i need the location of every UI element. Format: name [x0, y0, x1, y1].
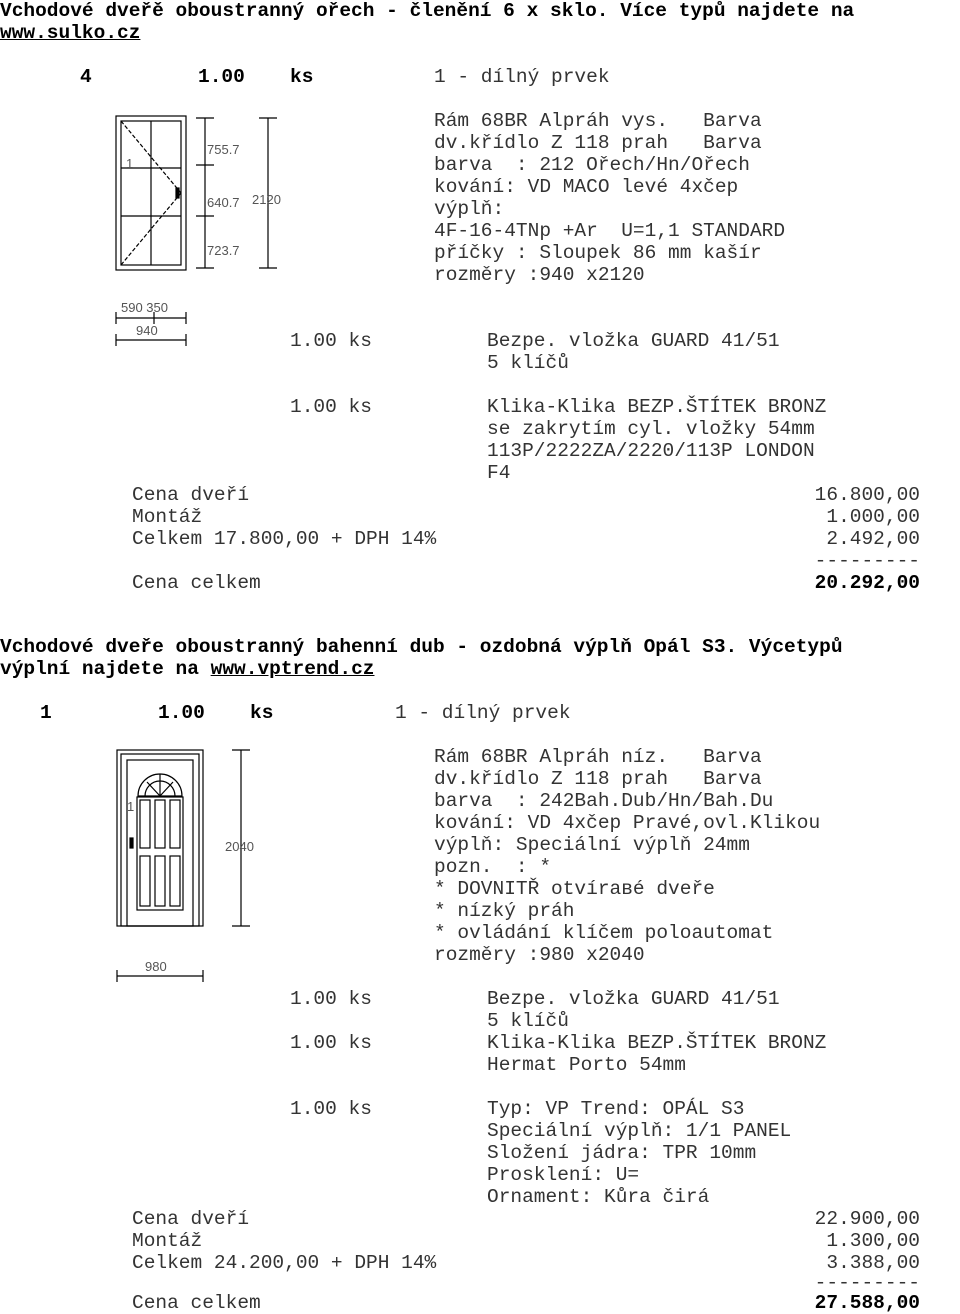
section1-heading: Vchodové dveřě oboustranný ořech - členění 6 x sklo. Více typů najdete na	[0, 0, 855, 22]
spec-line: rozměry :980 x2040	[434, 944, 645, 966]
accessory-line: Typ: VP Trend: OPÁL S3	[487, 1098, 745, 1120]
spec-line: dv.křídlo Z 118 prah Barva	[434, 768, 762, 790]
spec-line: * nízký práh	[434, 900, 575, 922]
spec-line: rozměry :940 x2120	[434, 264, 645, 286]
vptrend-link[interactable]: www.vptrend.cz	[210, 658, 375, 680]
accessory-line: Prosklení: U=	[487, 1164, 640, 1186]
spec-line: výplň:	[434, 198, 505, 220]
spec-line: výplň: Speciální výplň 24mm	[434, 834, 750, 856]
spec-line: dv.křídlo Z 118 prah Barva	[434, 132, 762, 154]
item-unit: ks	[290, 66, 314, 88]
total-label: Celkem 24.200,00 + DPH 14%	[132, 1252, 437, 1274]
dimension-label: 723.7	[207, 243, 240, 258]
dimension-label: 640.7	[207, 195, 240, 210]
mount-value: 1.300,00	[826, 1230, 920, 1252]
accessory-line: 113P/2222ZA/2220/113P LONDON	[487, 440, 815, 462]
mount-value: 1.000,00	[826, 506, 920, 528]
leaf-label: 1	[126, 156, 134, 171]
grand-total-label: Cena celkem	[132, 572, 261, 594]
accessory-qty: 1.00 ks	[290, 988, 372, 1010]
spec-line: pozn. : *	[434, 856, 552, 878]
accessory-line: Ornament: Kůra čirá	[487, 1186, 710, 1208]
height-dimension: 2120	[252, 192, 281, 207]
item-part: 1 - dílný prvek	[434, 66, 610, 88]
accessory-line: 5 klíčů	[487, 1010, 569, 1032]
item-unit: ks	[250, 702, 274, 724]
spec-line: barva : 242Bah.Dub/Hn/Bah.Du	[434, 790, 774, 812]
door-price-label: Cena dveří	[132, 1208, 250, 1230]
spec-line: Rám 68BR Alpráh níz. Barva	[434, 746, 762, 768]
accessory-line: Speciální výplň: 1/1 PANEL	[487, 1120, 792, 1142]
accessory-line: Klika-Klika BEZP.ŠTÍTEK BRONZ	[487, 1032, 827, 1054]
grand-total-value: 27.588,00	[814, 1292, 920, 1314]
accessory-qty: 1.00 ks	[290, 1098, 372, 1120]
accessory-qty: 1.00 ks	[290, 330, 372, 352]
section2-heading-line2	[0, 658, 374, 680]
spec-line: kování: VD 4xčep Pravé,ovl.Klikou	[434, 812, 821, 834]
spec-line: * DOVNITŘ otvírавé dveře	[434, 878, 715, 900]
accessory-line: se zakrytím cyl. vložky 54mm	[487, 418, 815, 440]
spec-line: Rám 68BR Alpráh vys. Barva	[434, 110, 762, 132]
door-price-label: Cena dveří	[132, 484, 250, 506]
item-number: 1	[40, 702, 52, 724]
spec-line: barva : 212 Ořech/Hn/Ořech	[434, 154, 750, 176]
section2-heading: Vchodové dveře oboustranný bahenní dub - ozdobná výplň Opál S3. Výcetypů	[0, 636, 843, 658]
dimension-label: 755.7	[207, 142, 240, 157]
accessory-line: Klika-Klika BEZP.ŠTÍTEK BRONZ	[487, 396, 827, 418]
door-price-value: 22.900,00	[814, 1208, 920, 1230]
accessory-qty: 1.00 ks	[290, 396, 372, 418]
mount-label: Montáž	[132, 1230, 203, 1252]
separator: ---------	[814, 550, 920, 572]
section2-heading-text: výplní najdete na	[0, 658, 211, 680]
accessory-line: Bezpe. vložka GUARD 41/51	[487, 330, 780, 352]
width-total: 940	[136, 323, 158, 338]
accessory-line: Bezpe. vložka GUARD 41/51	[487, 988, 780, 1010]
accessory-line: F4	[487, 462, 511, 484]
accessory-line: Složení jádra: TPR 10mm	[487, 1142, 757, 1164]
spec-line: kování: VD MACO levé 4xčep	[434, 176, 739, 198]
total-label: Celkem 17.800,00 + DPH 14%	[132, 528, 437, 550]
spec-line: příčky : Sloupek 86 mm kašír	[434, 242, 762, 264]
accessory-line: Hermat Porto 54mm	[487, 1054, 686, 1076]
accessory-line: 5 klíčů	[487, 352, 569, 374]
leaf-label: 1	[127, 799, 135, 814]
vat-value: 3.388,00	[826, 1252, 920, 1274]
width-dimensions: 590 350	[121, 300, 168, 315]
grand-total-value: 20.292,00	[814, 572, 920, 594]
mount-label: Montáž	[132, 506, 203, 528]
sulko-link[interactable]: www.sulko.cz	[0, 22, 141, 44]
vat-value: 2.492,00	[826, 528, 920, 550]
accessory-qty: 1.00 ks	[290, 1032, 372, 1054]
width-dimension: 980	[145, 959, 167, 974]
item-number: 4	[80, 66, 92, 88]
door-price-value: 16.800,00	[814, 484, 920, 506]
item-part: 1 - dílný prvek	[395, 702, 571, 724]
item-quantity: 1.00	[198, 66, 245, 88]
spec-line: 4F-16-4TNp +Ar U=1,1 STANDARD	[434, 220, 786, 242]
item-quantity: 1.00	[158, 702, 205, 724]
grand-total-label: Cena celkem	[132, 1292, 261, 1314]
spec-line: * ovládání klíčem poloautomat	[434, 922, 774, 944]
separator: ---------	[814, 1272, 920, 1294]
height-dimension: 2040	[225, 839, 254, 854]
